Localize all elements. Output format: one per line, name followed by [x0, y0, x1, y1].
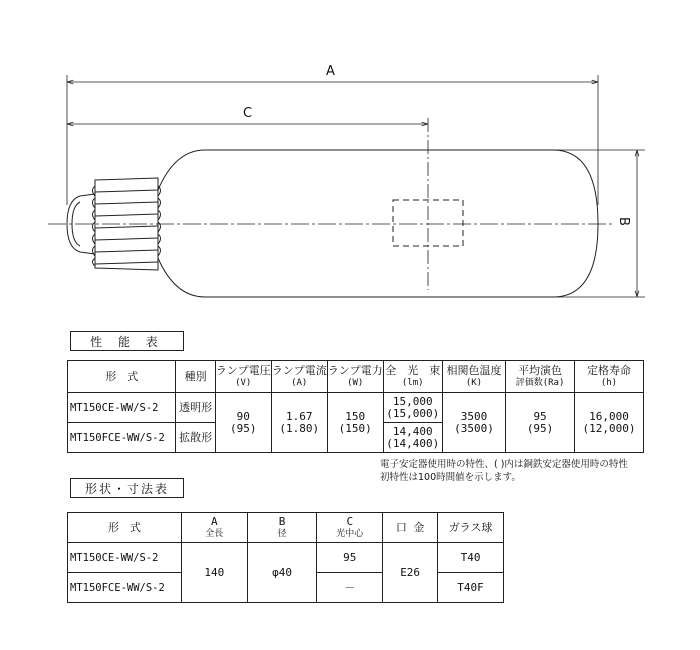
dim-row-model-1: MT150CE-WW/S-2 — [68, 543, 182, 573]
header-cct: 相関色温度 (K) — [442, 361, 506, 393]
dim-header-model: 形 式 — [68, 513, 182, 543]
cell-flux-2: 14,400 (14,400) — [383, 423, 442, 453]
performance-table — [67, 360, 644, 453]
dimension-label-a: A — [326, 64, 335, 79]
dimensions-table-title: 形状・寸法表 — [70, 478, 184, 498]
row-model-1: MT150CE-WW/S-2 — [68, 393, 176, 423]
dim-cell-a: 140 — [181, 543, 247, 603]
dim-cell-base: E26 — [383, 543, 438, 603]
header-model: 形 式 — [68, 361, 176, 393]
header-power: ランプ電力 (W) — [327, 361, 383, 393]
header-voltage: ランプ電圧 (V) — [215, 361, 271, 393]
dim-cell-b: φ40 — [247, 543, 317, 603]
dim-header-base: 口 金 — [383, 513, 438, 543]
dim-header-b: B 径 — [247, 513, 317, 543]
dim-cell-c-1: 95 — [317, 543, 383, 573]
dim-cell-c-2: － — [317, 573, 383, 603]
bulb-envelope — [158, 150, 598, 297]
header-current: ランプ電流 (A) — [271, 361, 327, 393]
header-life: 定格寿命 (h) — [574, 361, 643, 393]
dim-header-bulb: ガラス球 — [438, 513, 504, 543]
header-type: 種別 — [176, 361, 215, 393]
header-flux: 全 光 束 (lm) — [383, 361, 442, 393]
header-cri: 平均演色 評価数(Ra) — [506, 361, 575, 393]
dimension-label-c: C — [243, 106, 253, 121]
dim-header-c: C 光中心 — [317, 513, 383, 543]
cell-life: 16,000 (12,000) — [574, 393, 643, 453]
dim-cell-bulb-1: T40 — [438, 543, 504, 573]
dimensions-table — [67, 512, 504, 603]
performance-table-title: 性 能 表 — [70, 331, 184, 351]
cell-cri: 95 (95) — [506, 393, 575, 453]
cell-voltage: 90 (95) — [215, 393, 271, 453]
cell-current: 1.67 (1.80) — [271, 393, 327, 453]
cell-cct: 3500 (3500) — [442, 393, 506, 453]
performance-note-line-1: 電子安定器使用時の特性、( )内は銅鉄安定器使用時の特性 — [380, 459, 628, 470]
dim-header-a: A 全長 — [181, 513, 247, 543]
dimension-label-b: B — [615, 217, 631, 226]
performance-note-line-2: 初特性は100時間値を示します。 — [380, 472, 521, 483]
row-model-2: MT150FCE-WW/S-2 — [68, 423, 176, 453]
cell-power: 150 (150) — [327, 393, 383, 453]
dim-cell-bulb-2: T40F — [438, 573, 504, 603]
row-type-1: 透明形 — [176, 393, 215, 423]
row-type-2: 拡散形 — [176, 423, 215, 453]
cell-flux-1: 15,000 (15,000) — [383, 393, 442, 423]
dim-row-model-2: MT150FCE-WW/S-2 — [68, 573, 182, 603]
